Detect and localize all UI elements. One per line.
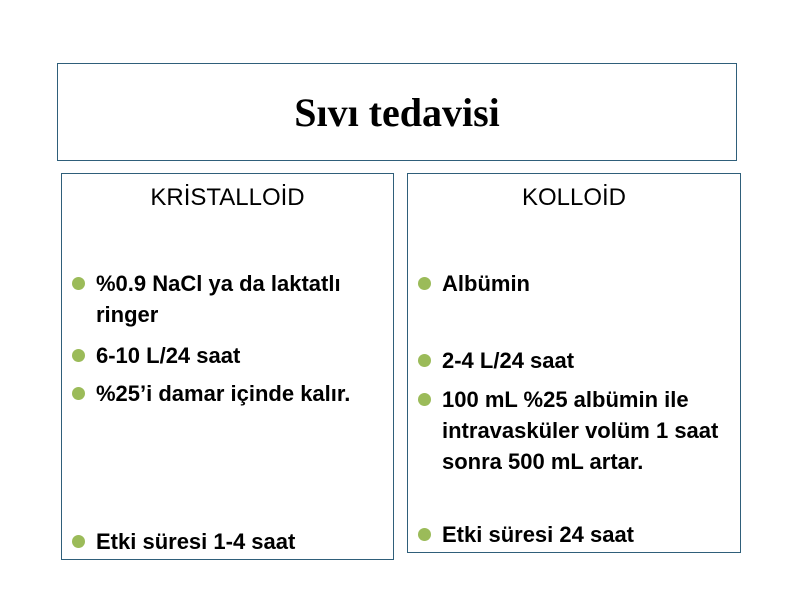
bullet-text: 2-4 L/24 saat: [442, 348, 575, 373]
bullet-text: 100 mL %25 albümin ile intravasküler volüm 1 saat sonra 500 mL artar.: [442, 387, 719, 474]
bullet-text: Etki süresi 1-4 saat: [96, 529, 296, 554]
bullet-dot-icon: [418, 528, 431, 541]
list-item: [72, 378, 352, 409]
list-item: [72, 526, 382, 557]
bullet-dot-icon: [72, 277, 85, 290]
list-item: [418, 345, 728, 376]
bullet-dot-icon: [418, 277, 431, 290]
bullet-text: %0.9 NaCl ya da laktatlı ringer: [96, 271, 341, 327]
bullet-text: Albümin: [442, 271, 530, 296]
bullet-dot-icon: [72, 535, 85, 548]
crystalloid-heading: KRİSTALLOİD: [150, 184, 305, 211]
bullet-text: %25’i damar içinde kalır.: [96, 381, 351, 406]
list-item: [72, 340, 382, 371]
bullet-dot-icon: [72, 387, 85, 400]
bullet-dot-icon: [72, 349, 85, 362]
slide-title: Sıvı tedavisi: [294, 89, 500, 135]
list-item: [418, 384, 736, 477]
bullet-text: Etki süresi 24 saat: [442, 522, 635, 547]
bullet-dot-icon: [418, 393, 431, 406]
list-item: [72, 268, 382, 330]
bullet-dot-icon: [418, 354, 431, 367]
title-box: [57, 63, 737, 161]
bullet-text: 6-10 L/24 saat: [96, 343, 241, 368]
colloid-heading: KOLLOİD: [521, 184, 627, 211]
list-item: [418, 268, 728, 299]
crystalloid-panel: [61, 173, 394, 560]
list-item: [418, 519, 728, 550]
colloid-panel: [407, 173, 741, 553]
